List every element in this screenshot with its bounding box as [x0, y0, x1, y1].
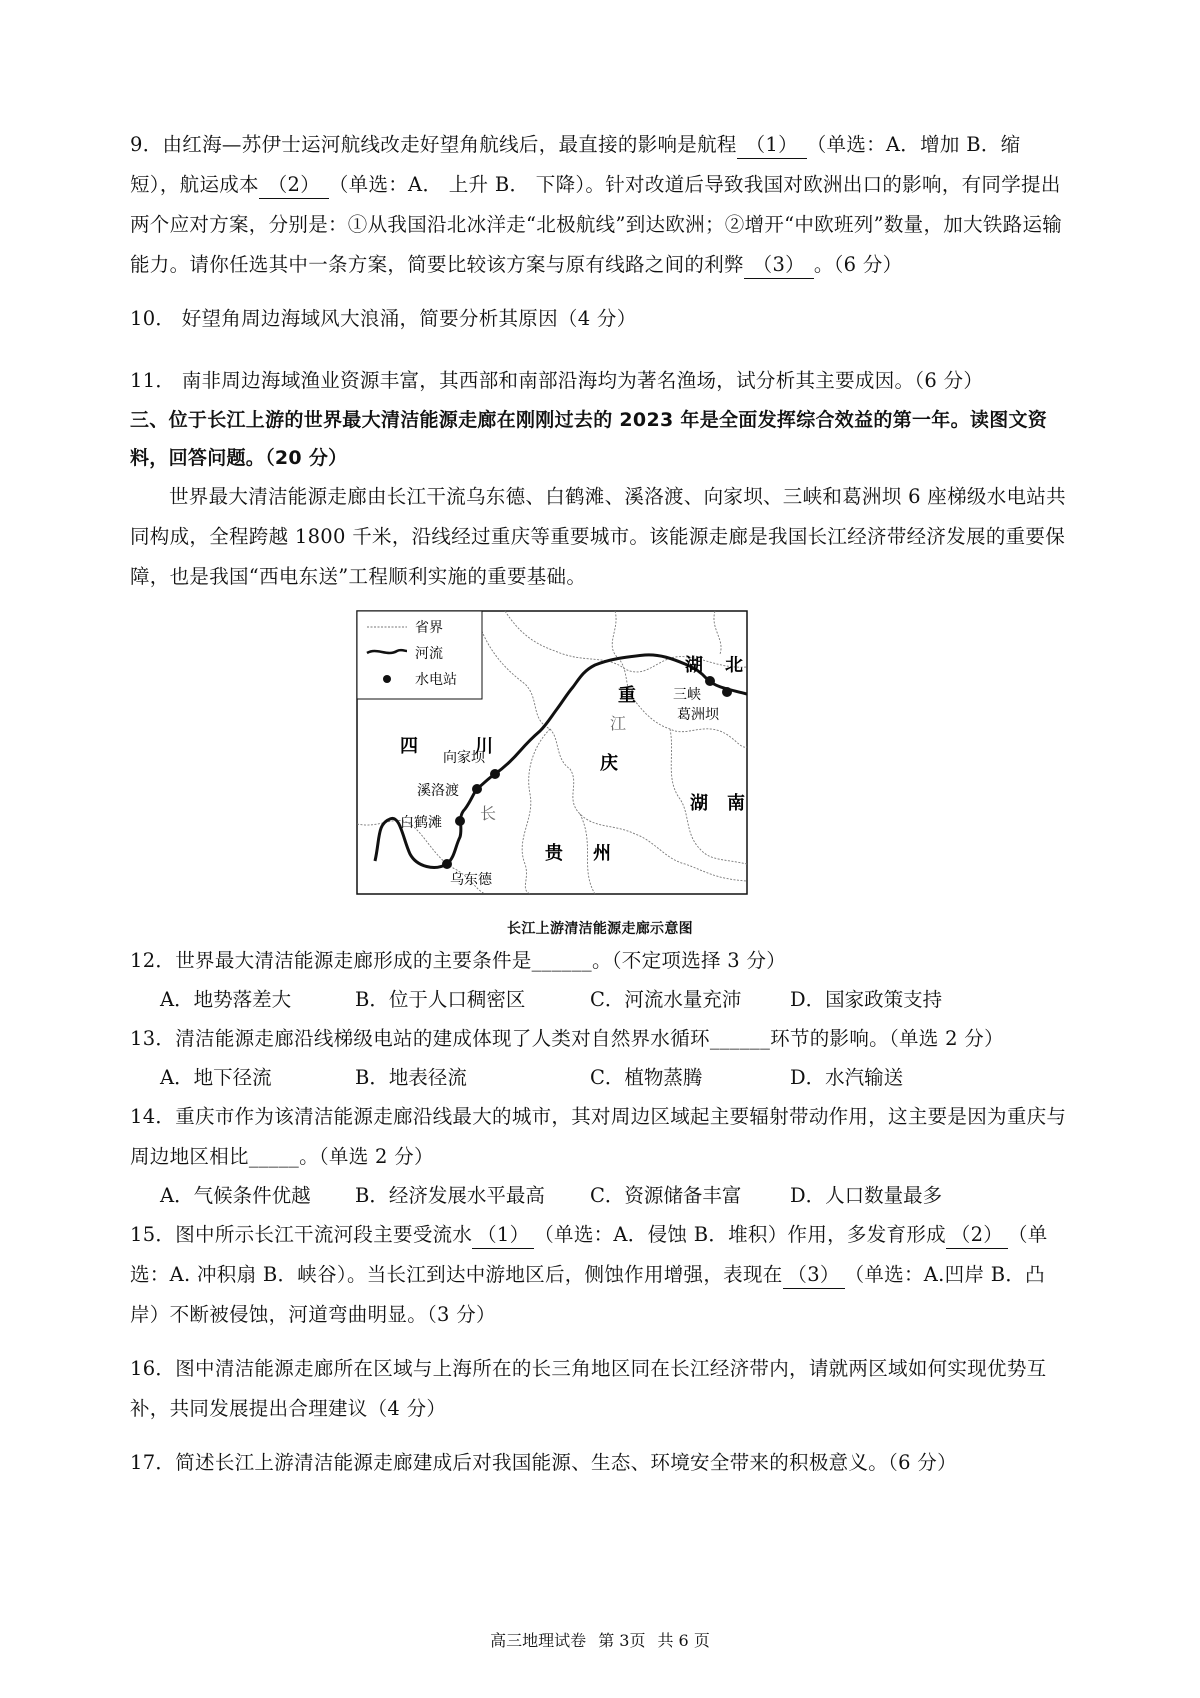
label-gezhouba: 葛洲坝	[677, 707, 719, 723]
q14-option-c[interactable]: C．资源储备丰富	[590, 1184, 742, 1207]
q9-blank-3[interactable]: （3）	[744, 252, 814, 279]
q14-option-d[interactable]: D．人口数量最多	[790, 1184, 943, 1207]
q15-text-3: （单选：A. 冲积扇 B．峡谷）。当长江到达中游地区后，侧蚀作用增强，表现在	[130, 1223, 1048, 1286]
q9-blank-1[interactable]: （1）	[737, 132, 807, 159]
river-char-jiang: 江	[610, 714, 627, 733]
question-16: 16．图中清洁能源走廊所在区域与上海所在的长三角地区同在长江经济带内，请就两区域如何实现优势互补，共同发展提出合理建议（4 分）	[130, 1357, 1047, 1420]
q12-tail: 。（不定项选择 3 分）	[591, 949, 787, 972]
q13-option-b[interactable]: B．地表径流	[355, 1066, 467, 1089]
corridor-map	[355, 609, 795, 909]
q12-option-d[interactable]: D．国家政策支持	[790, 988, 943, 1011]
legend-boundary-label: 省界	[415, 620, 443, 636]
q12-blank[interactable]: ______	[531, 949, 592, 972]
q9-text-1: 9．由红海—苏伊士运河航线改走好望角航线后，最直接的影响是航程	[130, 133, 737, 156]
footer-total: 共 6 页	[657, 1631, 710, 1650]
question-14	[130, 1097, 1070, 1177]
q13-blank[interactable]: ______	[709, 1027, 771, 1050]
region-hubei-1: 湖	[685, 655, 703, 676]
q9-blank-2[interactable]: （2）	[259, 172, 329, 199]
q9-text-3: （单选：A． 上升 B． 下降）。针对改道后导致我国对欧洲出口的影响，有同学提出两个应对方案，分别是：①从我国沿北冰洋走“北极航线”到达欧洲；②增开“中欧班列”数量，加大铁路运输能力。请你任选其中一条方案，简要比较该方案与原有线路之间的利弊	[130, 173, 1063, 276]
page-footer	[0, 1628, 1200, 1651]
label-sanxia: 三峡	[673, 687, 701, 703]
station-xiangjiaba-icon	[490, 769, 500, 779]
map-legend	[357, 611, 482, 699]
region-chongqing-2: 庆	[600, 753, 618, 774]
label-xiangjiaba: 向家坝	[443, 750, 485, 766]
q12-stem: 12．世界最大清洁能源走廊形成的主要条件是	[130, 949, 532, 972]
q13-option-d[interactable]: D．水汽输送	[790, 1066, 904, 1089]
region-guizhou-2: 州	[593, 843, 611, 864]
label-baihetan: 白鹤滩	[400, 815, 442, 831]
region-sichuan-1: 四	[400, 736, 418, 757]
question-9	[130, 125, 1070, 285]
question-10: 10． 好望角周边海域风大浪涌，简要分析其原因（4 分）	[130, 307, 637, 330]
q12-options	[130, 981, 1070, 1019]
q14-blank[interactable]: _____	[248, 1145, 300, 1168]
section-3-material: 世界最大清洁能源走廊由长江干流乌东德、白鹤滩、溪洛渡、向家坝、三峡和葛洲坝 6 座梯级水电站共同构成，全程跨越 1800 千米，沿线经过重庆等重要城市。该能源走廊是我国长江经济带经济发展的重要保障，也是我国“西电东送”工程顺利实施的重要基础。	[130, 485, 1066, 588]
question-15	[130, 1215, 1070, 1335]
station-wudongde-icon	[442, 859, 452, 869]
legend-river-label: 河流	[415, 646, 443, 662]
station-baihetan-icon	[455, 816, 465, 826]
exam-page	[130, 125, 1070, 1483]
footer-page: 第 3页	[598, 1631, 646, 1650]
question-17: 17．简述长江上游清洁能源走廊建成后对我国能源、生态、环境安全带来的积极意义。（6 分）	[130, 1451, 957, 1474]
station-xiluodu-icon	[472, 784, 482, 794]
region-hunan-2: 南	[727, 793, 745, 814]
q12-option-a[interactable]: A．地势落差大	[160, 988, 292, 1011]
river-char-chang: 长	[480, 804, 497, 823]
q14-option-b[interactable]: B．经济发展水平最高	[355, 1184, 545, 1207]
region-chongqing-1: 重	[618, 685, 636, 706]
q14-option-a[interactable]: A．气候条件优越	[160, 1184, 311, 1207]
q15-text-4: （单选：A.凹岸 B．凸岸）不断被侵蚀，河道弯曲明显。（3 分）	[130, 1263, 1045, 1326]
footer-title: 高三地理试卷	[490, 1631, 587, 1650]
question-11: 11． 南非周边海域渔业资源丰富，其西部和南部沿海均为著名渔场，试分析其主要成因。（6 分）	[130, 369, 984, 392]
q13-tail: 环节的影响。（单选 2 分）	[770, 1027, 1004, 1050]
q13-option-c[interactable]: C．植物蒸腾	[590, 1066, 703, 1089]
q13-option-a[interactable]: A．地下径流	[160, 1066, 272, 1089]
station-icon	[383, 675, 391, 683]
station-sanxia-icon	[705, 676, 715, 686]
q14-stem: 14．重庆市作为该清洁能源走廊沿线最大的城市，其对周边区域起主要辐射带动作用，这主要是因为重庆与周边地区相比	[130, 1105, 1067, 1168]
q12-option-c[interactable]: C．河流水量充沛	[590, 988, 742, 1011]
map-figure	[355, 609, 795, 909]
q15-blank-3[interactable]: （3）	[783, 1262, 845, 1289]
q9-text-4: 。（6 分）	[813, 253, 903, 276]
region-guizhou-1: 贵	[545, 843, 563, 864]
q15-blank-2[interactable]: （2）	[946, 1222, 1008, 1249]
q15-blank-1[interactable]: （1）	[472, 1222, 534, 1249]
legend-station-label: 水电站	[415, 672, 457, 688]
q13-stem: 13．清洁能源走廊沿线梯级电站的建成体现了人类对自然界水循环	[130, 1027, 710, 1050]
q13-options	[130, 1059, 1070, 1097]
region-hunan-1: 湖	[690, 793, 708, 814]
label-wudongde: 乌东德	[450, 872, 492, 888]
q14-tail: 。（单选 2 分）	[299, 1145, 434, 1168]
question-13	[130, 1019, 1070, 1059]
q14-options	[130, 1177, 1070, 1215]
q15-text-1: 15．图中所示长江干流河段主要受流水	[130, 1223, 473, 1246]
label-xiluodu: 溪洛渡	[417, 783, 459, 799]
q15-text-2: （单选：A．侵蚀 B．堆积）作用，多发育形成	[534, 1223, 946, 1246]
q9-text-2: （单选：A．增加 B．缩短），航运成本	[130, 133, 1021, 196]
station-gezhouba-icon	[722, 687, 732, 697]
region-hubei-2: 北	[725, 655, 743, 676]
q12-option-b[interactable]: B．位于人口稠密区	[355, 988, 526, 1011]
question-12	[130, 941, 1070, 981]
region-sichuan-2: 川	[475, 736, 493, 757]
section-3-title: 三、位于长江上游的世界最大清洁能源走廊在刚刚过去的 2023 年是全面发挥综合效益的第一年。读图文资料，回答问题。（20 分）	[130, 409, 1048, 469]
map-caption: 长江上游清洁能源走廊示意图	[507, 921, 693, 937]
